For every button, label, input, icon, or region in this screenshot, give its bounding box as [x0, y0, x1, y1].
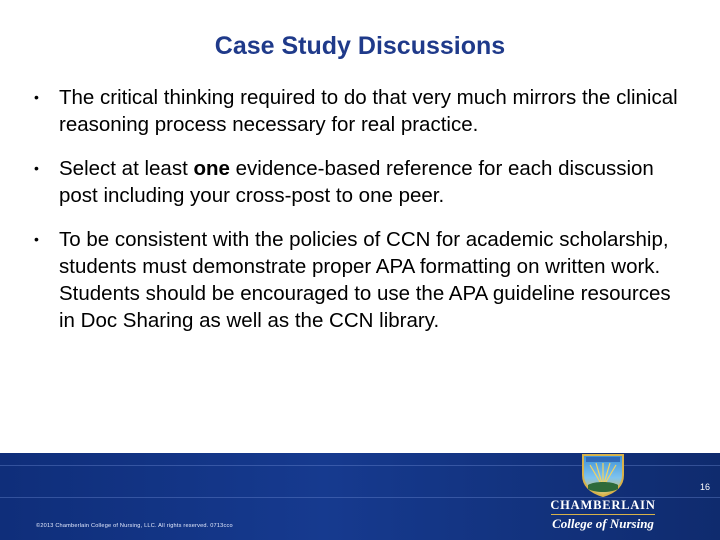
- slide-title: Case Study Discussions: [214, 32, 506, 60]
- bullet-item: [32, 226, 692, 334]
- bullet-marker: •: [34, 160, 39, 176]
- bullet-marker: •: [34, 89, 39, 105]
- logo-brand: CHAMBERLAIN: [550, 498, 656, 512]
- bullet-text: The critical thinking required to do that very much mirrors the clinical reasoning process necessary for real practice.: [59, 86, 678, 136]
- copyright-text: ©2013 Chamberlain College of Nursing, LLC. All rights reserved. 0713cco: [36, 523, 233, 529]
- page-number: 16: [699, 482, 710, 492]
- logo-subtitle: College of Nursing: [552, 516, 654, 531]
- chamberlain-shield-icon: [580, 449, 626, 497]
- bullet-text-emphasis: one: [193, 157, 230, 180]
- bullet-list: [32, 84, 692, 351]
- chamberlain-logo: [548, 449, 658, 535]
- bullet-item: [32, 155, 692, 209]
- bullet-text-part: evidence-based reference for each discussion post including your cross-post to one peer.: [59, 157, 654, 207]
- logo-rule: [551, 514, 655, 515]
- bullet-text: To be consistent with the policies of CCN for academic scholarship, students must demonstrate proper APA formatting on written work. Students should be encouraged to use the APA guideline resources in Doc Sharing as well as the CCN library.: [59, 228, 671, 332]
- bullet-marker: •: [34, 231, 39, 247]
- bullet-text-part: Select at least: [59, 157, 194, 180]
- bullet-item: [32, 84, 692, 138]
